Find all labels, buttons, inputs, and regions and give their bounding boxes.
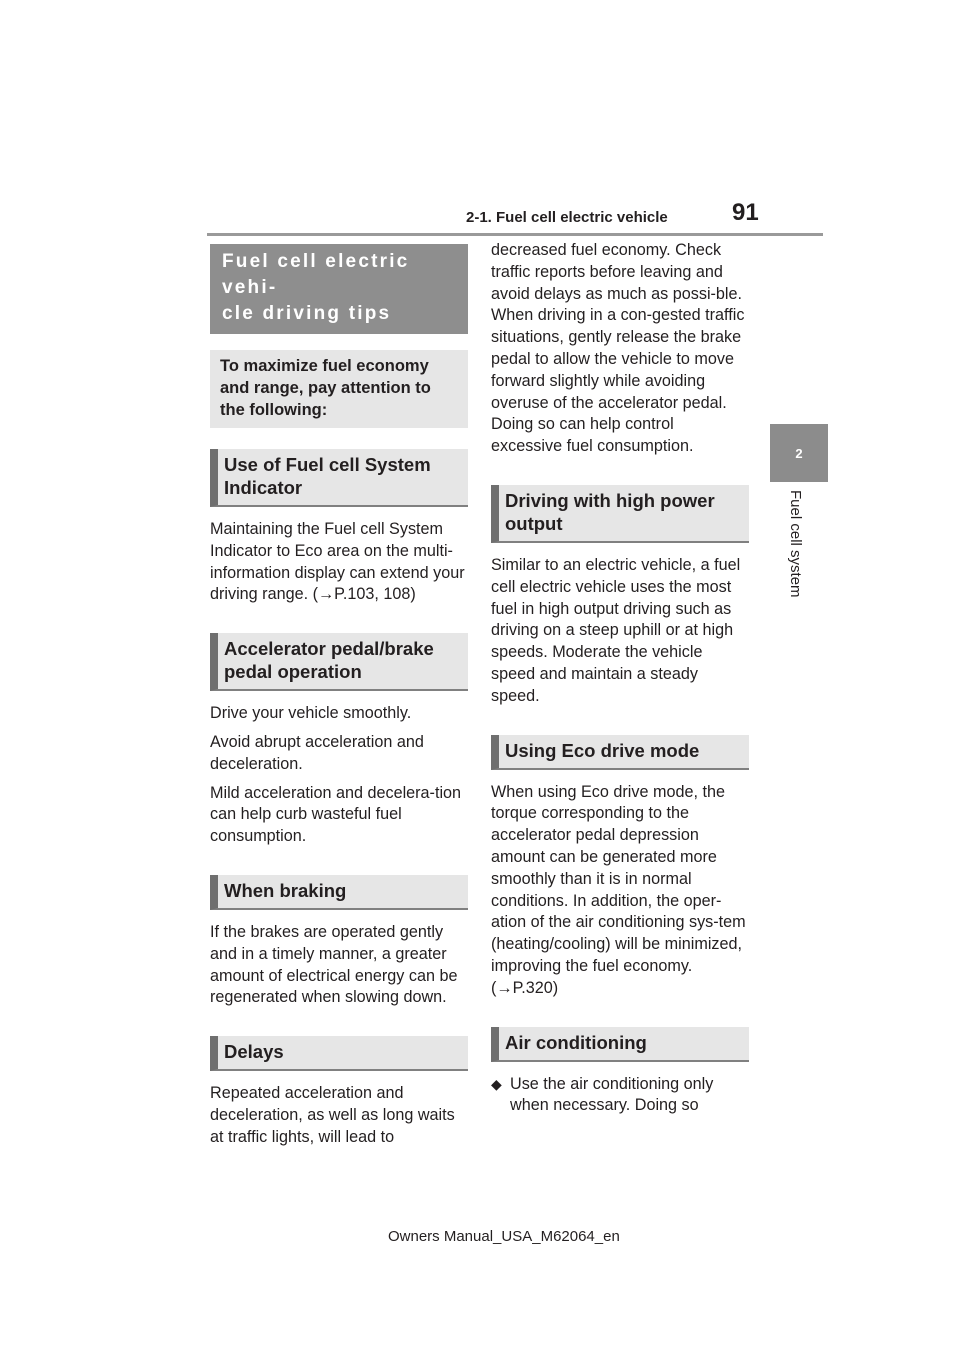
heading-eco-drive-mode: Using Eco drive mode xyxy=(491,735,749,770)
paragraph-delays-continued: decreased fuel economy. Check traffic reports before leaving and avoid delays as much as possi-ble. When driving in a con-gested traffic situations, gently release the brake pedal to allow the vehicle to move forward slightly while avoiding overuse of the accelerator pedal. Doing so can help control excessive fuel consumption. xyxy=(491,241,745,456)
header-divider xyxy=(207,233,823,236)
footer-text: Owners Manual_USA_M62064_en xyxy=(388,1228,620,1245)
paragraph-high-power-output: Similar to an electric vehicle, a fuel cell electric vehicle uses the most fuel in high output driving such as driving on a steep uphill or at high speeds. Moderate the vehicle speed and maintain a steady speed. xyxy=(491,555,741,705)
heading-pedal-operation: Accelerator pedal/brake pedal operation xyxy=(210,633,468,691)
intro-box: To maximize fuel economy and range, pay attention to the following: xyxy=(210,350,468,428)
diamond-bullet-icon: ◆ xyxy=(491,1075,502,1092)
main-heading-line-1: Fuel cell electric vehi- xyxy=(222,251,410,298)
heading-delays: Delays xyxy=(210,1036,468,1071)
paragraph-when-braking: If the brakes are operated gently and in a timely manner, a greater amount of electrical energy can be regenerated when slowing down. xyxy=(210,922,458,1007)
heading-fuel-cell-indicator: Use of Fuel cell System Indicator xyxy=(210,449,468,507)
page-number: 91 xyxy=(732,199,759,226)
chapter-tab-label: Fuel cell system xyxy=(787,490,804,598)
paragraph-avoid-abrupt: Avoid abrupt acceleration and deceleration. xyxy=(210,732,424,773)
chapter-tab: 2 xyxy=(770,424,828,482)
list-item xyxy=(491,1074,749,1118)
paragraph-eco-drive-mode: When using Eco drive mode, the torque corresponding to the accelerator pedal depression amount can be generated more smoothly than it is in normal conditions. In addition, the oper-ation of the air conditioning sys-tem (heating/cooling) will be minimized, improving the fuel economy. (→P.320) xyxy=(491,782,746,997)
paragraph-mild-acceleration: Mild acceleration and decelera-tion can help curb wasteful fuel consumption. xyxy=(210,783,462,846)
paragraph-delays: Repeated acceleration and deceleration, as well as long waits at traffic lights, will lead to xyxy=(210,1084,455,1146)
right-column xyxy=(491,240,749,1117)
heading-air-conditioning: Air conditioning xyxy=(491,1027,749,1062)
paragraph-drive-smoothly: Drive your vehicle smoothly. xyxy=(210,704,412,723)
bullet-text-air-conditioning: Use the air conditioning only when necessary. Doing so xyxy=(510,1074,714,1115)
heading-high-power-output: Driving with high power output xyxy=(491,485,749,543)
chapter-title: 2-1. Fuel cell electric vehicle xyxy=(466,209,668,226)
paragraph-fuel-cell-indicator: Maintaining the Fuel cell System Indicator to Eco area on the multi-information display can extend your driving range. (→P.103, 108) xyxy=(210,520,465,604)
main-heading-line-2: cle driving tips xyxy=(222,303,392,324)
heading-when-braking: When braking xyxy=(210,875,468,910)
main-section-heading xyxy=(210,244,468,334)
left-column xyxy=(210,244,468,1156)
